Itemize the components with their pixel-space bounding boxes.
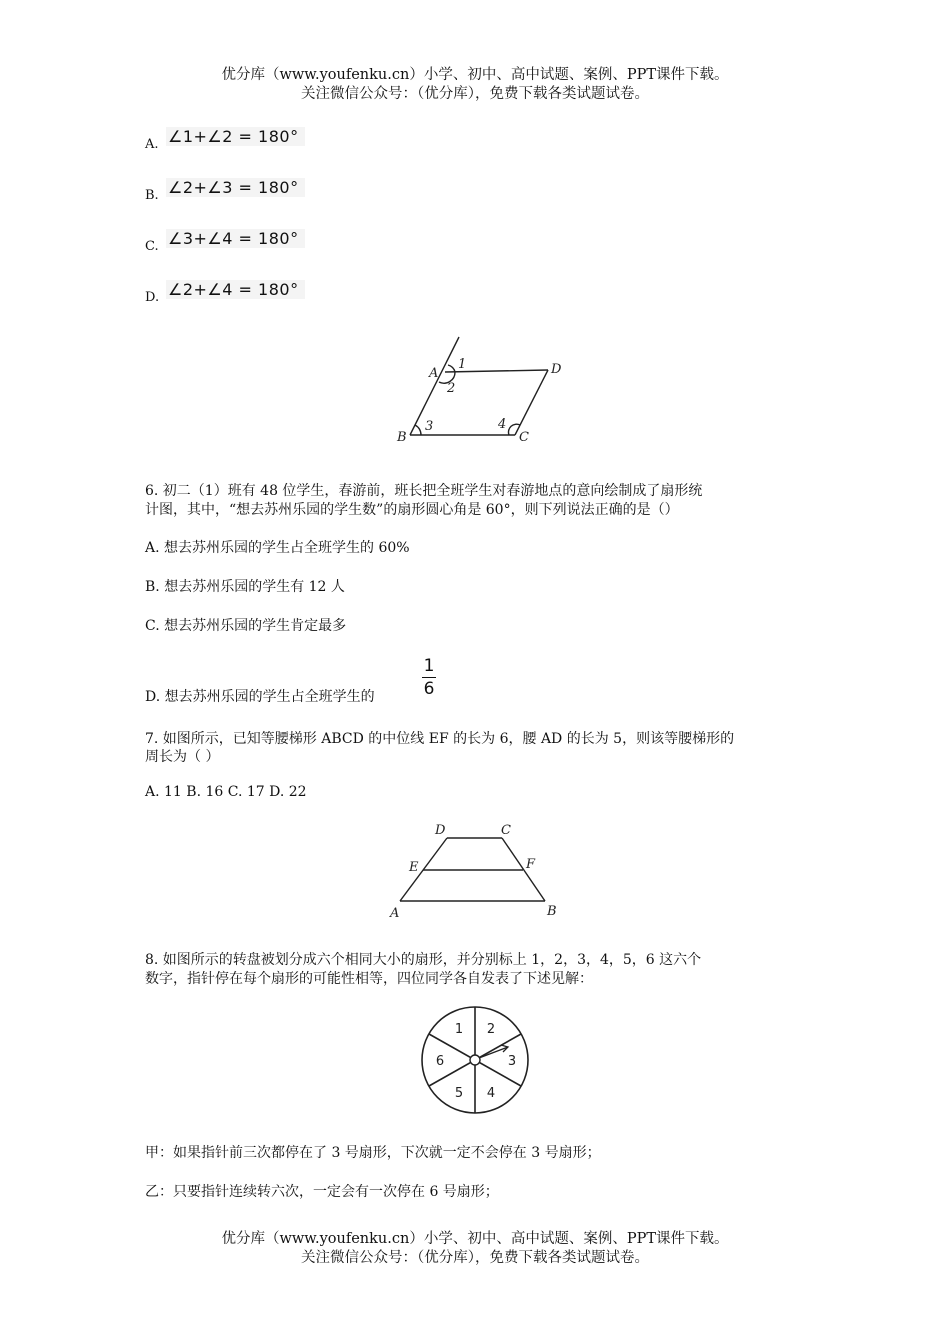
q8-line-1: 8. 如图所示的转盘被划分成六个相同大小的扇形，并分别标上 1，2，3，4，5，6 这六个 bbox=[145, 952, 702, 968]
q5-option-d-formula: ∠2+∠4 = 180° bbox=[166, 280, 305, 299]
q8-line-2: 数字，指针停在每个扇形的可能性相等，四位同学各自发表了下述见解： bbox=[145, 971, 593, 987]
q5-option-a-letter: A. bbox=[145, 137, 159, 152]
q5-option-d-letter: D. bbox=[145, 290, 160, 305]
side-dc bbox=[515, 370, 548, 435]
q6-option-a: A. 想去苏州乐园的学生占全班学生的 60% bbox=[145, 540, 410, 556]
sector-6-label: 6 bbox=[435, 1054, 445, 1069]
q7-line-2: 周长为（ ） bbox=[145, 749, 220, 765]
fraction-numerator: 1 bbox=[423, 656, 435, 676]
q5-option-c-letter: C. bbox=[145, 239, 159, 254]
label-a: A bbox=[429, 366, 439, 381]
label-b: B bbox=[547, 904, 557, 919]
header-line-2: 关注微信公众号：（优分库），免费下载各类试题试卷。 bbox=[301, 86, 649, 102]
q5-option-a-formula: ∠1+∠2 = 180° bbox=[166, 127, 305, 146]
q8-statement-yi: 乙：只要指针连续转六次，一定会有一次停在 6 号扇形； bbox=[145, 1184, 499, 1200]
spinner-figure bbox=[415, 1003, 535, 1123]
fraction-one-sixth bbox=[422, 656, 436, 699]
q6-option-b: B. 想去苏州乐园的学生有 12 人 bbox=[145, 579, 345, 595]
sector-1-label: 1 bbox=[454, 1022, 464, 1037]
sector-3-label: 3 bbox=[507, 1054, 517, 1069]
footer-line-2: 关注微信公众号：（优分库），免费下载各类试题试卷。 bbox=[301, 1250, 649, 1266]
fraction-bar bbox=[422, 677, 436, 678]
spinner-hub bbox=[470, 1055, 480, 1065]
label-3: 3 bbox=[425, 419, 434, 434]
label-f: F bbox=[526, 857, 536, 872]
header-line-1: 优分库（www.youfenku.cn）小学、初中、高中试题、案例、PPT课件下载。 bbox=[221, 67, 729, 83]
sector-5-label: 5 bbox=[454, 1086, 464, 1101]
page-header bbox=[0, 66, 950, 104]
q6-option-d: D. 想去苏州乐园的学生占全班学生的 bbox=[145, 689, 375, 705]
label-1: 1 bbox=[458, 357, 467, 372]
q6-line-2: 计图，其中，“想去苏州乐园的学生数”的扇形圆心角是 60°，则下列说法正确的是（） bbox=[145, 502, 679, 518]
sector-2-label: 2 bbox=[486, 1022, 496, 1037]
label-2: 2 bbox=[447, 381, 456, 396]
angle-1-arc bbox=[448, 365, 455, 372]
q6-option-c: C. 想去苏州乐园的学生肯定最多 bbox=[145, 618, 347, 634]
label-a: A bbox=[390, 906, 400, 921]
trapezoid-figure bbox=[380, 818, 580, 923]
label-4: 4 bbox=[498, 417, 507, 432]
label-c: C bbox=[501, 823, 511, 838]
label-b: B bbox=[397, 430, 407, 445]
label-d: D bbox=[435, 823, 446, 838]
q6-line-1: 6. 初二（1）班有 48 位学生，春游前，班长把全班学生对春游地点的意向绘制成了扇形统 bbox=[145, 483, 703, 499]
label-c: C bbox=[519, 430, 529, 445]
fraction-denominator: 6 bbox=[423, 679, 435, 699]
q5-option-c-formula: ∠3+∠4 = 180° bbox=[166, 229, 305, 248]
q7-options: A. 11 B. 16 C. 17 D. 22 bbox=[145, 784, 307, 800]
label-e: E bbox=[409, 860, 419, 875]
angle-3-arc bbox=[415, 425, 421, 435]
footer-line-1: 优分库（www.youfenku.cn）小学、初中、高中试题、案例、PPT课件下载。 bbox=[221, 1231, 729, 1247]
q5-option-b-formula: ∠2+∠3 = 180° bbox=[166, 178, 305, 197]
q7-line-1: 7. 如图所示，已知等腰梯形 ABCD 的中位线 EF 的长为 6，腰 AD 的长为 5，则该等腰梯形的 bbox=[145, 731, 735, 747]
sector-4-label: 4 bbox=[486, 1086, 496, 1101]
label-d: D bbox=[551, 362, 562, 377]
q8-statement-jia: 甲：如果指针前三次都停在了 3 号扇形，下次就一定不会停在 3 号扇形； bbox=[145, 1145, 601, 1161]
parallelogram-figure bbox=[385, 325, 585, 450]
page-footer bbox=[0, 1230, 950, 1268]
q5-option-b-letter: B. bbox=[145, 188, 159, 203]
